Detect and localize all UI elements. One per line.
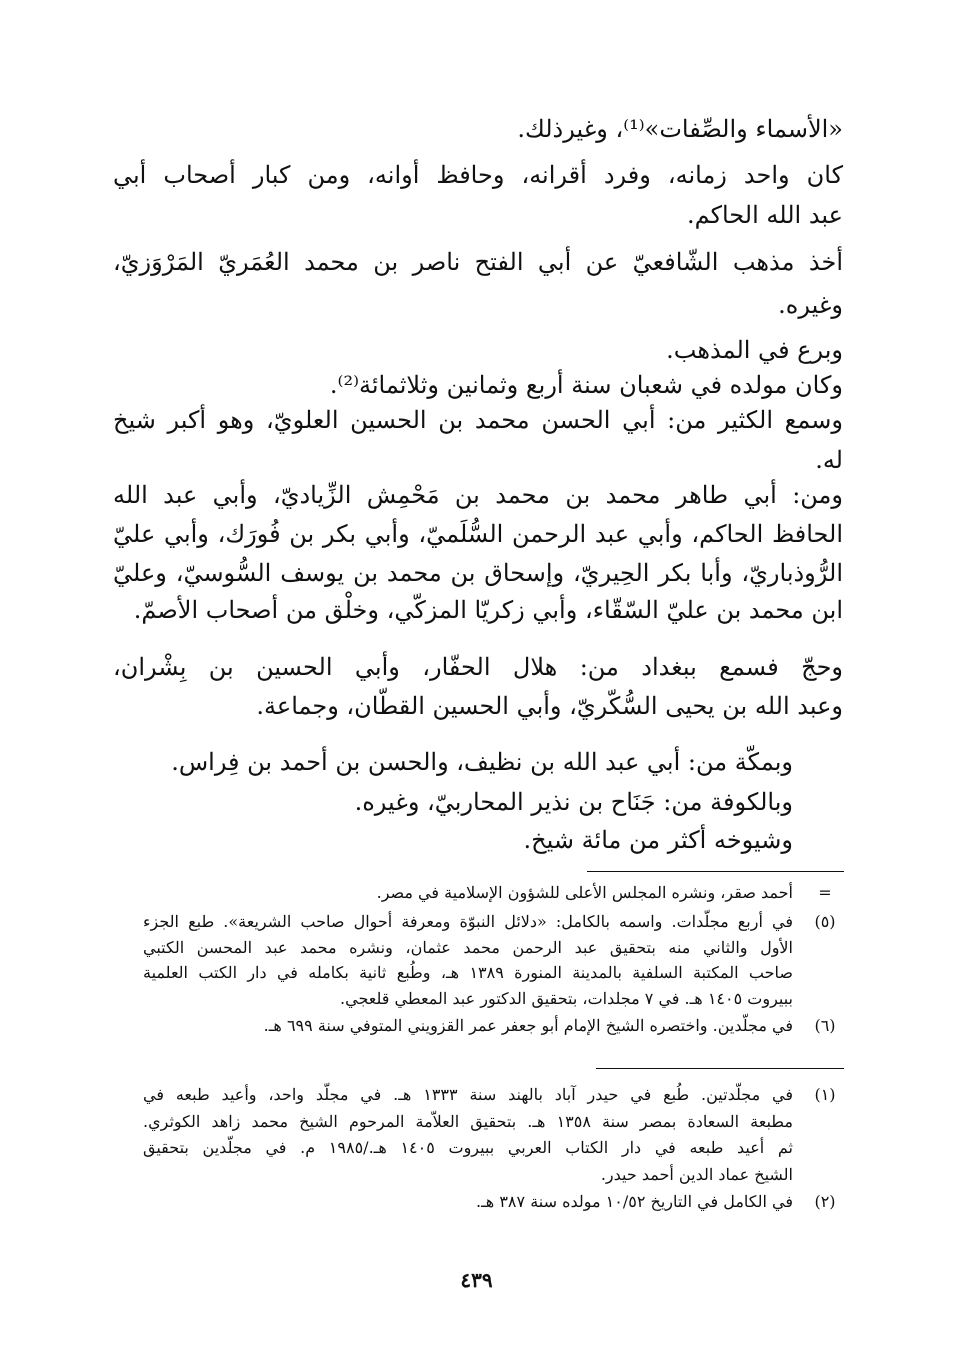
body-line: الرُّوذباريّ، وأبا بكر الحِيريّ، وإسحاق بن محمد بن يوسف السُّوسيّ، وعليّ: [113, 559, 843, 587]
footnote-number: (٢): [814, 1192, 836, 1211]
footnote-text: ثم أعيد طبعه في دار الكتاب العربي ببيروت ١٤٠٥ هـ./١٩٨٥ م. في مجلّدين بتحقيق: [143, 1138, 794, 1157]
footnote-separator: [596, 1068, 844, 1069]
footnote-text: الأول والثاني منه بتحقيق عبد الرحمن محمد عثمان، ونشره محمد عبد المحسن الكتبي: [143, 938, 793, 957]
footnote-text: صاحب المكتبة السلفية بالمدينة المنورة ١٣٨٩ هـ، وطُبع ثانية بكامله في دار الكتب العلمية: [143, 963, 793, 982]
footnote-text: مطبعة السعادة بمصر سنة ١٣٥٨ هـ. بتحقيق العلاّمة المرحوم الشيخ محمد زاهد الكوثري.: [143, 1112, 793, 1131]
body-line: وكان مولده في شعبان سنة أربع وثمانين وثلاثمائة⁽²⁾.: [329, 371, 843, 399]
footnote-text: في مجلّدتين. طُبع في حيدر آباد بالهند سنة ١٣٣٣ هـ. في مجلّد واحد، وأعيد طبعه في: [143, 1085, 794, 1104]
body-line: عبد الله الحاكم.: [686, 201, 843, 229]
footnote-text: الشيخ عماد الدين أحمد حيدر.: [600, 1165, 793, 1184]
body-line: وسمع الكثير من: أبي الحسن محمد بن الحسين العلويّ، وهو أكبر شيخ: [113, 406, 843, 434]
body-line: وشيوخه أكثر من مائة شيخ.: [523, 826, 793, 854]
body-line: ابن محمد بن عليّ السّقّاء، وأبي زكريّا المزكّي، وخلْق من أصحاب الأصمّ.: [133, 596, 843, 624]
footnote-number: =: [818, 883, 832, 902]
body-line: «الأسماء والصِّفات»⁽¹⁾، وغيرذلك.: [517, 115, 843, 143]
footnote-separator: [587, 871, 844, 872]
body-line: وبمكّة من: أبي عبد الله بن نظيف، والحسن بن أحمد بن فِراس.: [171, 748, 793, 776]
footnote-number: (٦): [814, 1016, 836, 1035]
page-number: ٤٣٩: [460, 1268, 493, 1292]
footnote-text: في مجلّدين. واختصره الشيخ الإمام أبو جعفر عمر القزويني المتوفي سنة ٦٩٩ هـ.: [263, 1016, 793, 1035]
body-line: وبرع في المذهب.: [666, 336, 843, 364]
body-line: ومن: أبي طاهر محمد بن محمد بن مَحْمِش الزِّياديّ، وأبي عبد الله: [113, 481, 843, 509]
body-line: وغيره.: [778, 291, 843, 319]
footnote-text: ببيروت ١٤٠٥ هـ. في ٧ مجلدات، بتحقيق الدكتور عبد المعطي قلعجي.: [340, 989, 793, 1008]
footnote-text: في أربع مجلّدات. واسمه بالكامل: «دلائل النبوّة ومعرفة أحوال صاحب الشريعة». طبع الجزء: [143, 912, 793, 931]
body-line: وعبد الله بن يحيى السُّكّريّ، وأبي الحسين القطّان، وجماعة.: [256, 692, 843, 720]
footnote-number: (٥): [814, 912, 836, 931]
body-line: وبالكوفة من: جَنَاح بن نذير المحاربيّ، وغيره.: [354, 788, 793, 816]
footnote-number: (١): [814, 1085, 836, 1104]
footnote-text: في الكامل في التاريخ ١٠/٥٢ مولده سنة ٣٨٧ هـ.: [476, 1192, 793, 1211]
body-line: أخذ مذهب الشّافعيّ عن أبي الفتح ناصر بن محمد العُمَريّ المَرْوَزيّ،: [113, 248, 843, 276]
body-line: وحجّ فسمع ببغداد من: هلال الحفّار، وأبي الحسين بن بِشْران،: [113, 653, 843, 681]
body-line: الحافظ الحاكم، وأبي عبد الرحمن السُّلَميّ، وأبي بكر بن فُورَك، وأبي عليّ: [113, 520, 843, 548]
body-line: له.: [815, 446, 843, 474]
footnote-text: أحمد صقر، ونشره المجلس الأعلى للشؤون الإسلامية في مصر.: [376, 883, 793, 902]
body-line: كان واحد زمانه، وفرد أقرانه، وحافظ أوانه، ومن كبار أصحاب أبي: [113, 161, 843, 189]
